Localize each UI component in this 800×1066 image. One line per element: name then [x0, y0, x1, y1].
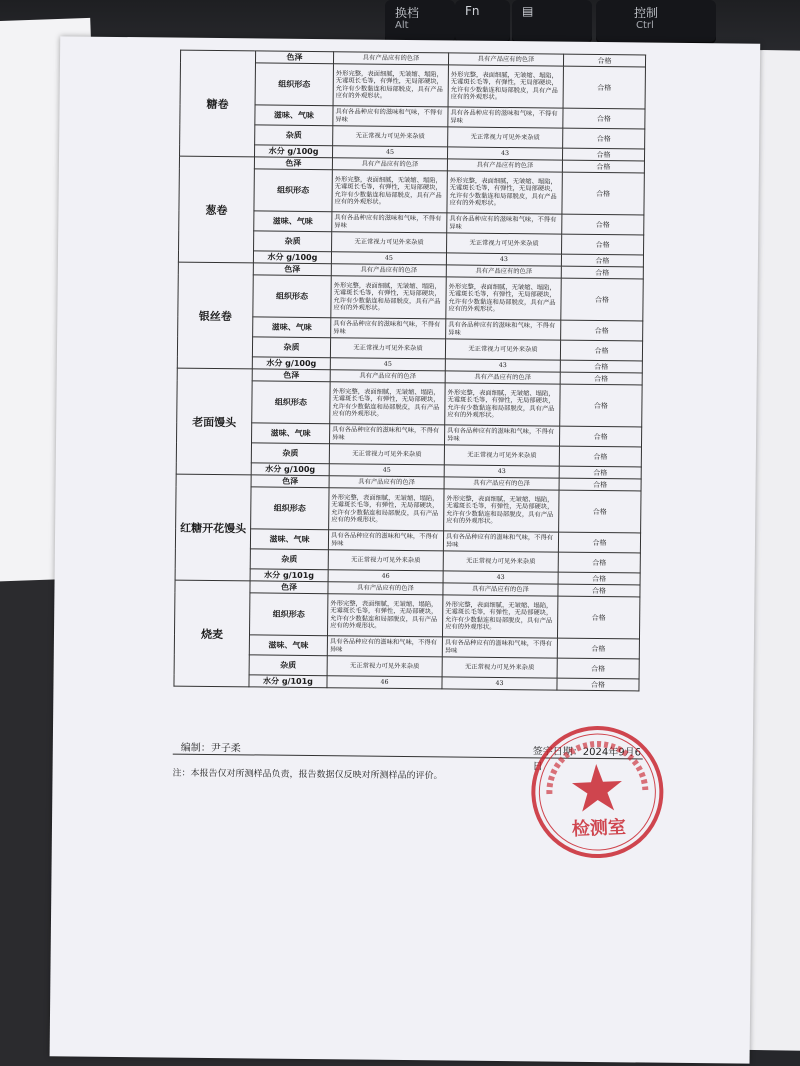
conclusion: 合格 [559, 490, 641, 533]
product-name: 葱卷 [178, 156, 254, 263]
conclusion: 合格 [561, 254, 643, 267]
report-note: 注：本报告仅对所测样品负责，报告数据仅反映对所测样品的评价。 [172, 768, 443, 782]
test-item: 滋味、气味 [250, 529, 328, 550]
company-seal [525, 719, 671, 865]
fn-key: Fn [455, 0, 510, 42]
test-result: 外形完整，表面细腻，无皱缩、塌陷，无霉斑长毛等，有弹性，无局部硬块，允许有少数黏连和局部脱皮，具有产品应有的外观形状。 [448, 65, 563, 108]
test-item: 杂质 [251, 443, 329, 464]
standard-requirement: 具有各品种应有的滋味和气味，不得有异味 [333, 106, 448, 127]
conclusion: 合格 [563, 66, 645, 109]
standard-requirement: 无正常视力可见外来杂质 [327, 656, 442, 677]
test-result: 43 [442, 677, 557, 690]
conclusion: 合格 [560, 360, 642, 373]
editor-name: 编制：尹子柔 [180, 742, 241, 755]
test-item: 组织形态 [255, 63, 333, 106]
test-item: 组织形态 [251, 487, 329, 530]
test-result: 43 [446, 253, 561, 266]
test-result: 具有产品应有的色泽 [446, 265, 561, 278]
test-result: 具有各品种应有的滋味和气味，不得有异味 [446, 319, 561, 340]
product-name: 红糖开花馒头 [175, 474, 251, 581]
test-item: 色泽 [253, 263, 331, 276]
test-item: 滋味、气味 [252, 423, 330, 444]
standard-requirement: 46 [328, 570, 443, 583]
standard-requirement: 具有各品种应有的滋味和气味，不得有异味 [328, 530, 443, 551]
conclusion: 合格 [560, 372, 642, 385]
conclusion: 合格 [560, 340, 642, 361]
test-result: 具有各品种应有的滋味和气味，不得有异味 [448, 107, 563, 128]
product-name: 糖卷 [180, 50, 256, 157]
conclusion: 合格 [563, 128, 645, 149]
test-item: 色泽 [254, 157, 332, 170]
conclusion: 合格 [563, 54, 645, 67]
product-name: 烧麦 [174, 580, 250, 687]
test-result: 具有产品应有的色泽 [448, 53, 563, 66]
test-result: 43 [445, 359, 560, 372]
standard-requirement: 具有产品应有的色泽 [331, 264, 446, 277]
test-result: 外形完整，表面细腻，无皱缩、塌陷，无霉斑长毛等，有弹性，无局部硬块，允许有少数黏连和局部脱皮，具有产品应有的外观形状。 [442, 595, 557, 638]
conclusion: 合格 [562, 148, 644, 161]
conclusion: 合格 [559, 426, 641, 447]
alt-key: 换档 Alt [385, 0, 455, 42]
conclusion: 合格 [559, 478, 641, 491]
test-result: 无正常视力可见外来杂质 [443, 551, 558, 572]
sign-date: 签字日期：2024年9月6日 [532, 746, 642, 773]
standard-requirement: 外形完整，表面细腻，无皱缩、塌陷，无霉斑长毛等，有弹性，无局部硬块，允许有少数黏连和局部脱皮，具有产品应有的外观形状。 [327, 594, 442, 637]
test-item: 滋味、气味 [254, 211, 332, 232]
test-item: 杂质 [249, 655, 327, 676]
standard-requirement: 具有产品应有的色泽 [330, 370, 445, 383]
standard-requirement: 无正常视力可见外来杂质 [333, 126, 448, 147]
standard-requirement: 具有各品种应有的滋味和气味，不得有异味 [330, 424, 445, 445]
report-page [50, 36, 761, 1063]
test-result: 具有产品应有的色泽 [444, 477, 559, 490]
standard-requirement: 外形完整，表面细腻，无皱缩、塌陷，无霉斑长毛等，有弹性，无局部硬块，允许有少数黏连和局部脱皮，具有产品应有的外观形状。 [333, 64, 448, 107]
conclusion: 合格 [561, 278, 643, 321]
standard-requirement: 无正常视力可见外来杂质 [329, 444, 444, 465]
test-result: 无正常视力可见外来杂质 [447, 233, 562, 254]
standard-requirement: 具有产品应有的色泽 [333, 52, 448, 65]
test-item: 色泽 [252, 369, 330, 382]
conclusion: 合格 [558, 572, 640, 585]
test-result: 外形完整，表面细腻，无皱缩、塌陷，无霉斑长毛等，有弹性，无局部硬块，允许有少数黏连和局部脱皮，具有产品应有的外观形状。 [444, 489, 559, 532]
test-result: 具有各品种应有的滋味和气味，不得有异味 [442, 637, 557, 658]
conclusion: 合格 [559, 466, 641, 479]
standard-requirement: 45 [329, 464, 444, 477]
standard-requirement: 外形完整，表面细腻，无皱缩、塌陷，无霉斑长毛等，有弹性，无局部硬块，允许有少数黏连和局部脱皮，具有产品应有的外观形状。 [332, 170, 447, 213]
conclusion: 合格 [557, 596, 639, 639]
svg-text:检测室: 检测室 [571, 816, 627, 841]
test-item: 滋味、气味 [255, 105, 333, 126]
conclusion: 合格 [559, 446, 641, 467]
conclusion: 合格 [560, 384, 642, 427]
menu-key: ▤ [512, 0, 592, 42]
test-item: 组织形态 [252, 381, 330, 424]
test-item: 滋味、气味 [249, 635, 327, 656]
standard-requirement: 45 [331, 252, 446, 265]
test-item: 组织形态 [249, 593, 327, 636]
test-item: 色泽 [250, 581, 328, 594]
test-item: 组织形态 [253, 275, 331, 318]
conclusion: 合格 [558, 552, 640, 573]
standard-requirement: 无正常视力可见外来杂质 [328, 550, 443, 571]
test-result: 外形完整，表面细腻，无皱缩、塌陷，无霉斑长毛等，有弹性，无局部硬块，允许有少数黏连和局部脱皮，具有产品应有的外观形状。 [446, 277, 561, 320]
conclusion: 合格 [561, 320, 643, 341]
standard-requirement: 具有产品应有的色泽 [329, 476, 444, 489]
product-name: 银丝卷 [177, 262, 253, 369]
conclusion: 合格 [563, 108, 645, 129]
test-item: 杂质 [252, 337, 330, 358]
test-result: 无正常视力可见外来杂质 [444, 445, 559, 466]
standard-requirement: 具有各品种应有的滋味和气味，不得有异味 [331, 318, 446, 339]
test-item: 滋味、气味 [253, 317, 331, 338]
test-result: 43 [447, 147, 562, 160]
conclusion: 合格 [562, 160, 644, 173]
test-item: 杂质 [255, 125, 333, 146]
inspection-table [173, 50, 646, 692]
test-item: 组织形态 [254, 169, 332, 212]
star-icon [571, 763, 623, 812]
standard-requirement: 46 [327, 676, 442, 689]
standard-requirement: 45 [332, 146, 447, 159]
test-result: 无正常视力可见外来杂质 [445, 339, 560, 360]
conclusion: 合格 [562, 214, 644, 235]
test-result: 具有各品种应有的滋味和气味，不得有异味 [443, 531, 558, 552]
conclusion: 合格 [557, 658, 639, 679]
standard-requirement: 45 [330, 358, 445, 371]
test-item: 杂质 [254, 231, 332, 252]
test-result: 外形完整，表面细腻，无皱缩、塌陷，无霉斑长毛等，有弹性，无局部硬块，允许有少数黏连和局部脱皮，具有产品应有的外观形状。 [445, 383, 560, 426]
standard-requirement: 外形完整，表面细腻，无皱缩、塌陷，无霉斑长毛等，有弹性，无局部硬块，允许有少数黏连和局部脱皮，具有产品应有的外观形状。 [329, 488, 444, 531]
test-item: 水分 g/100g [251, 463, 329, 476]
conclusion: 合格 [558, 532, 640, 553]
conclusion: 合格 [562, 234, 644, 255]
test-item: 水分 g/100g [253, 251, 331, 264]
conclusion: 合格 [557, 678, 639, 691]
test-item: 色泽 [251, 475, 329, 488]
test-result: 43 [443, 571, 558, 584]
test-item: 水分 g/100g [255, 145, 333, 158]
test-item: 杂质 [250, 549, 328, 570]
conclusion: 合格 [561, 266, 643, 279]
test-item: 水分 g/101g [250, 569, 328, 582]
test-result: 具有产品应有的色泽 [445, 371, 560, 384]
test-item: 色泽 [255, 51, 333, 64]
standard-requirement: 具有产品应有的色泽 [328, 582, 443, 595]
standard-requirement: 具有各品种应有的滋味和气味，不得有异味 [327, 636, 442, 657]
standard-requirement: 无正常视力可见外来杂质 [332, 232, 447, 253]
test-result: 具有各品种应有的滋味和气味，不得有异味 [444, 425, 559, 446]
test-item: 水分 g/100g [252, 357, 330, 370]
test-result: 无正常视力可见外来杂质 [442, 657, 557, 678]
ctrl-key: 控制 Ctrl [596, 0, 716, 42]
test-result: 具有产品应有的色泽 [443, 583, 558, 596]
standard-requirement: 无正常视力可见外来杂质 [330, 338, 445, 359]
test-result: 具有产品应有的色泽 [447, 159, 562, 172]
test-result: 43 [444, 465, 559, 478]
test-result: 具有各品种应有的滋味和气味，不得有异味 [447, 213, 562, 234]
test-item: 水分 g/101g [249, 675, 327, 688]
product-name: 老面馒头 [176, 368, 252, 475]
conclusion: 合格 [562, 172, 644, 215]
conclusion: 合格 [558, 584, 640, 597]
standard-requirement: 具有产品应有的色泽 [332, 158, 447, 171]
standard-requirement: 外形完整，表面细腻，无皱缩、塌陷，无霉斑长毛等，有弹性，无局部硬块，允许有少数黏连和局部脱皮，具有产品应有的外观形状。 [331, 276, 446, 319]
conclusion: 合格 [557, 638, 639, 659]
standard-requirement: 外形完整，表面细腻，无皱缩、塌陷，无霉斑长毛等，有弹性，无局部硬块，允许有少数黏连和局部脱皮，具有产品应有的外观形状。 [330, 382, 445, 425]
test-result: 外形完整，表面细腻，无皱缩、塌陷，无霉斑长毛等，有弹性，无局部硬块，允许有少数黏连和局部脱皮，具有产品应有的外观形状。 [447, 171, 562, 214]
test-result: 无正常视力可见外来杂质 [448, 127, 563, 148]
standard-requirement: 具有各品种应有的滋味和气味，不得有异味 [332, 212, 447, 233]
